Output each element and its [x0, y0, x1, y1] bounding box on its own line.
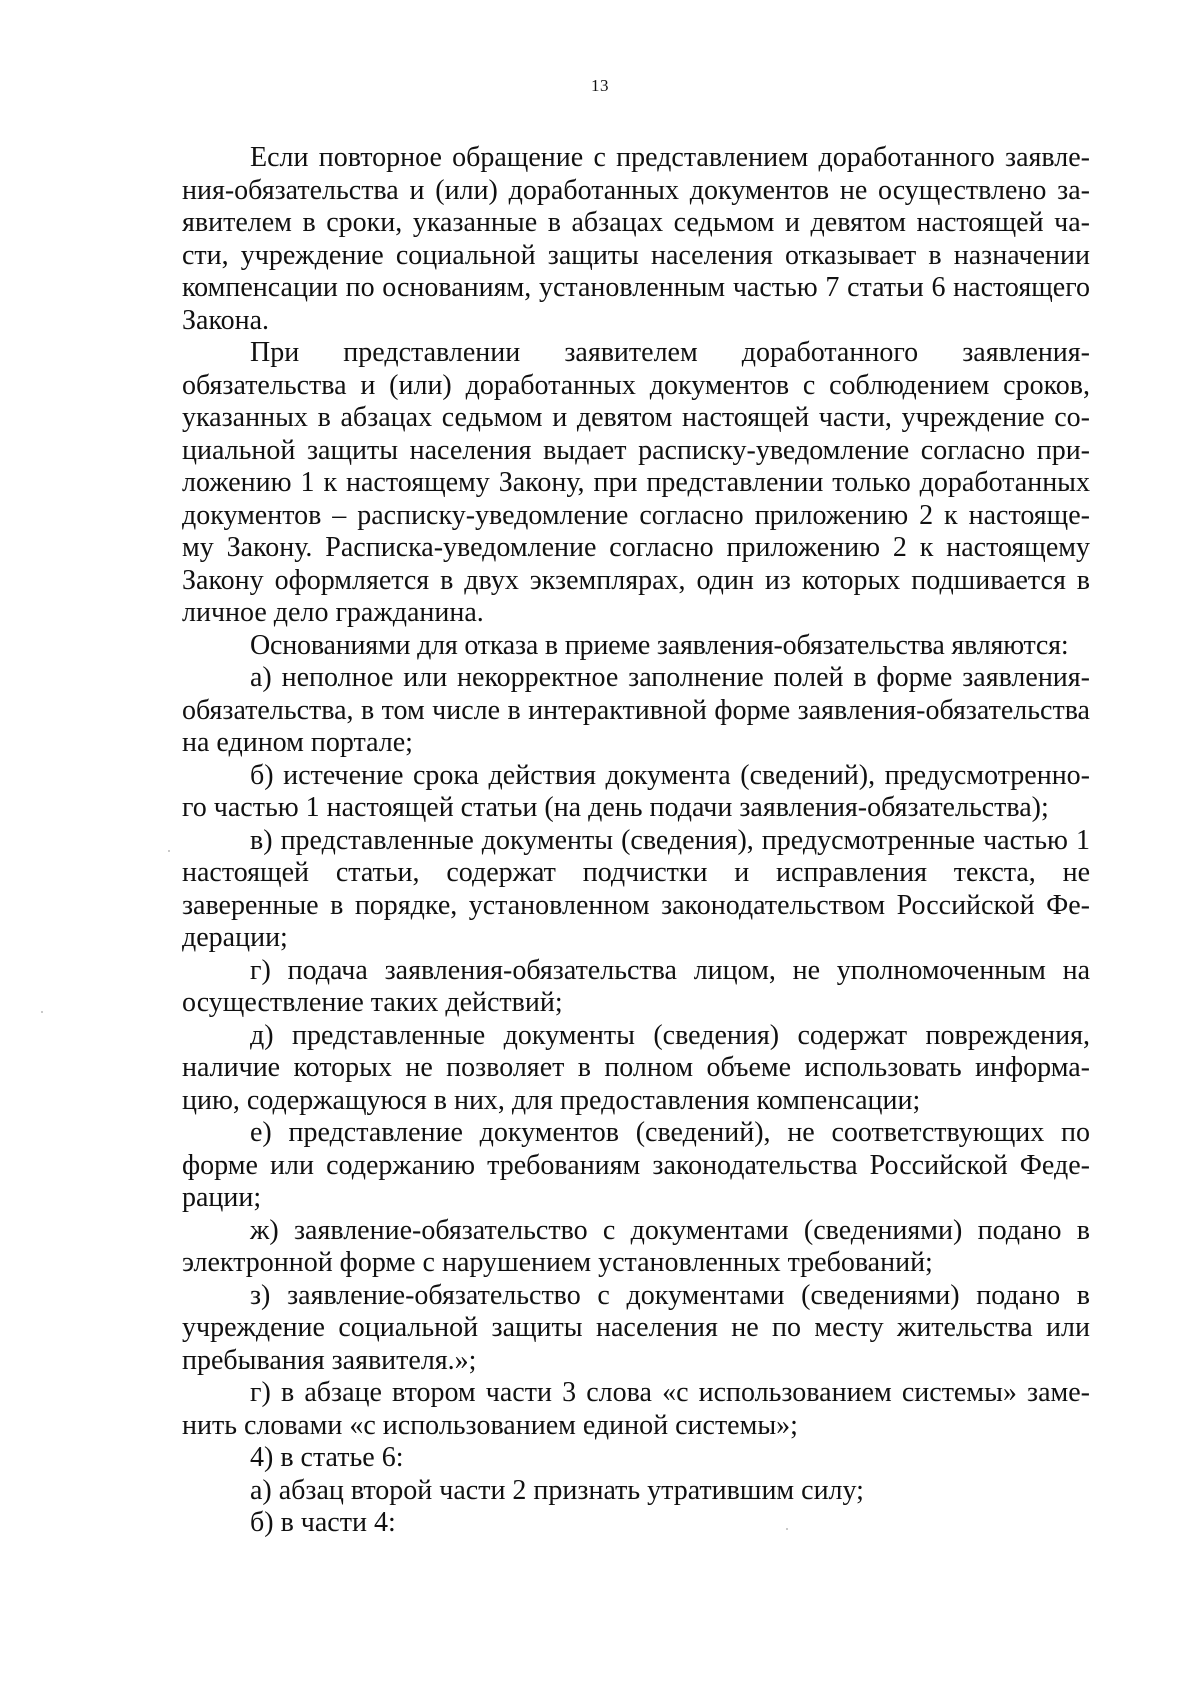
amendment-item-a: а) абзац второй части 2 признать утратившим силу;: [250, 1474, 864, 1506]
page-number: 13: [591, 76, 609, 95]
scan-speck: [786, 1528, 788, 1530]
list-item-zh: ж) заявление-обязательство с документами (сведениями) подано в электронной форме с нарушением установленных требований;: [182, 1214, 1090, 1278]
document-body: [182, 142, 1090, 1540]
scan-speck: [168, 850, 170, 852]
list-item-d: д) представленные документы (сведения) содержат повреждения, наличие которых не позволяет в полном объеме использовать информа-цию, содержащуюся в них, для предоставления компенсации;: [182, 1019, 1090, 1116]
list-item-b: б) истечение срока действия документа (сведений), предусмотренно-го частью 1 настоящей статьи (на день подачи заявления-обязательства);: [182, 759, 1090, 823]
list-item-g: г) подача заявления-обязательства лицом, не уполномоченным на осуществление таких действий;: [182, 954, 1090, 1018]
scan-speck: [41, 1011, 43, 1013]
amendment-item-g: г) в абзаце втором части 3 слова «с использованием системы» заме-нить словами «с использованием единой системы»;: [182, 1377, 1090, 1441]
paragraph-repeat-application: Если повторное обращение с представлением доработанного заявле-ния-обязательства и (или) доработанных документов не осуществлено за-явителем в сроки, указанные в абзацах седьмом и девятом настоящей ча-сти, учреждение социальной защиты населения отказывает в назначении компенсации по основаниям, установленным частью 7 статьи 6 настоящего Закона.: [182, 142, 1090, 336]
paragraph-receipt-notice: При представлении заявителем доработанного заявления-обязательства и (или) доработанных документов с соблюдением сроков, указанных в абзацах седьмом и девятом настоящей части, учреждение со-циальной защиты населения выдает расписку-уведомление согласно при-ложению 1 к настоящему Закону, при представлении только доработанных документов – расписку-уведомление согласно приложению 2 к настояще-му Закону. Расписка-уведомление согласно приложению 2 к настоящему Закону оформляется в двух экземплярах, один из которых подшивается в личное дело гражданина.: [182, 337, 1090, 628]
list-item-a: а) неполное или некорректное заполнение полей в форме заявления-обязательства, в том числе в интерактивной форме заявления-обязательства на едином портале;: [182, 662, 1090, 758]
paragraph-refusal-grounds-heading: Основаниями для отказа в приеме заявления-обязательства являются:: [250, 629, 1069, 661]
amendment-item-b: б) в части 4:: [250, 1507, 396, 1538]
list-item-v: в) представленные документы (сведения), предусмотренные частью 1 настоящей статьи, содержат подчистки и исправления текста, не заверенные в порядке, установленном законодательством Российской Фе-дерации;: [182, 824, 1090, 953]
list-item-e: е) представление документов (сведений), не соответствующих по форме или содержанию требованиям законодательства Российской Феде-рации;: [182, 1117, 1090, 1213]
amendment-item-4: 4) в статье 6:: [250, 1442, 404, 1473]
list-item-z: з) заявление-обязательство с документами (сведениями) подано в учреждение социальной защиты населения не по месту жительства или пребывания заявителя.»;: [182, 1279, 1090, 1376]
